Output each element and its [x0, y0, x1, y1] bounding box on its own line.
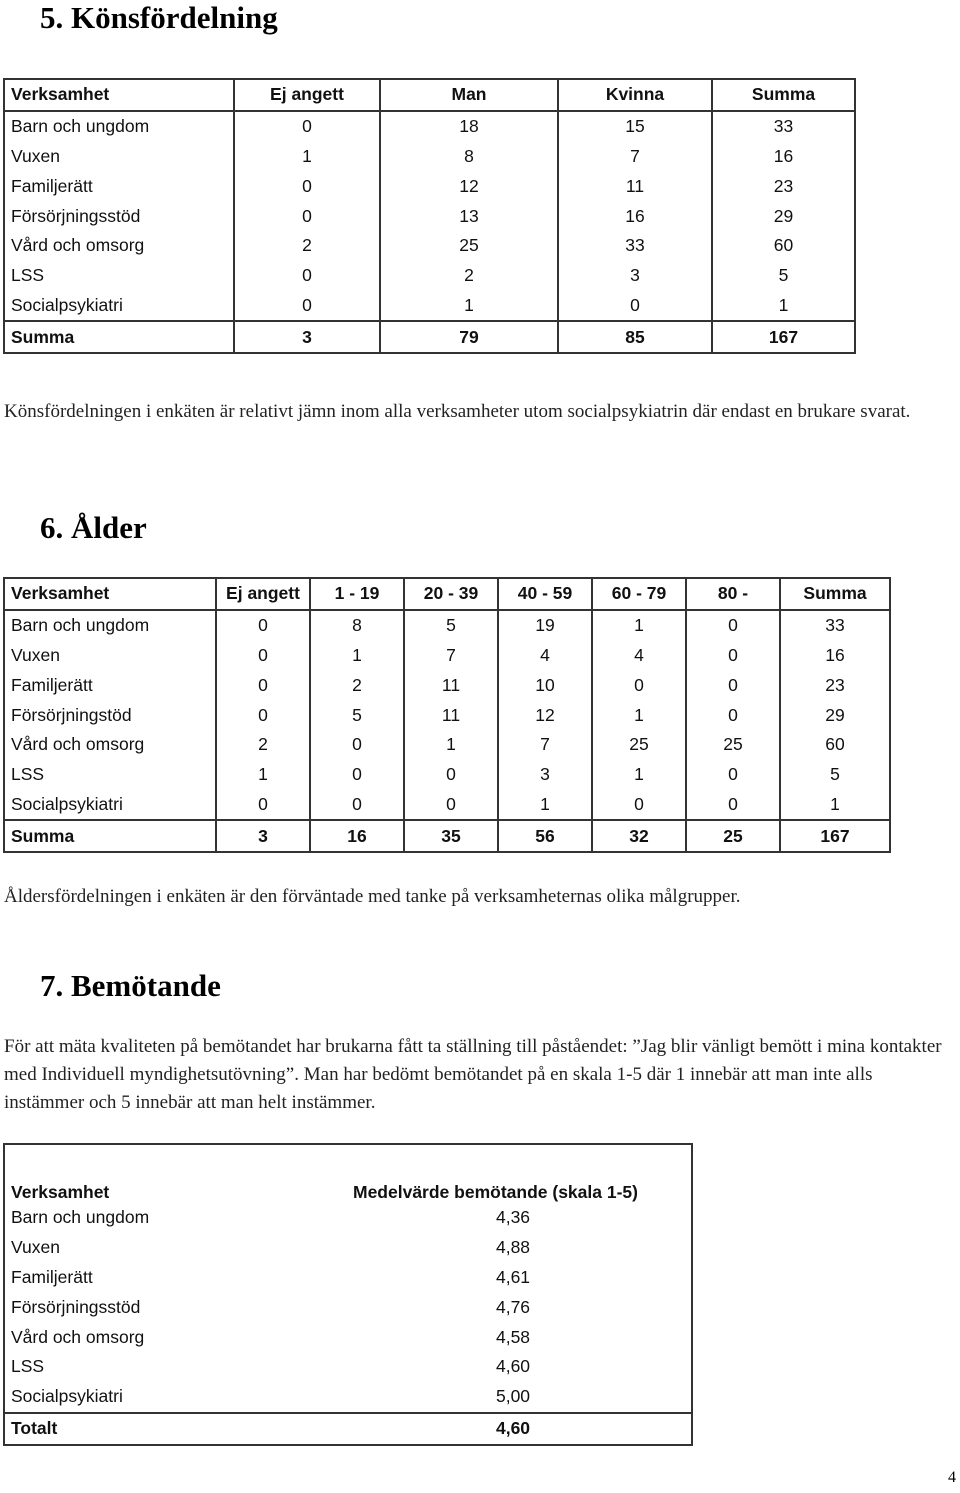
- column-header: Summa: [712, 79, 855, 111]
- table-cell: 0: [310, 790, 404, 821]
- table-cell: 0: [686, 670, 780, 700]
- total-cell: 16: [310, 820, 404, 852]
- total-cell: 167: [712, 321, 855, 353]
- gender-summary-text: Könsfördelningen i enkäten är relativt jämn inom alla verksamheter utom socialpsykiatrin där endast en brukare svarat.: [4, 401, 911, 422]
- table-cell: 60: [773, 235, 794, 256]
- row-label: Barn och ungdom: [4, 610, 216, 641]
- column-header: Summa: [780, 578, 890, 610]
- table-cell: 15: [558, 111, 712, 142]
- row-label: Familjerätt: [4, 171, 234, 201]
- section-6-title: 6. Ålder: [40, 510, 147, 545]
- table-cell: 1: [592, 610, 686, 641]
- total-cell: 25: [686, 820, 780, 852]
- total-label: Summa: [4, 820, 216, 852]
- column-header: 40 - 59: [498, 578, 592, 610]
- table-cell: 19: [498, 610, 592, 641]
- table-header-row: [4, 79, 855, 111]
- table-cell: 18: [380, 111, 558, 142]
- column-header: Verksamhet: [4, 79, 234, 111]
- table-cell: 7: [558, 142, 712, 172]
- table-cell: 33: [825, 615, 845, 636]
- table-cell: 0: [686, 760, 780, 790]
- total-row: [4, 1413, 692, 1445]
- table-cell: 25: [686, 730, 780, 760]
- table-cell: 11: [558, 171, 712, 201]
- table-cell: 2: [310, 670, 404, 700]
- table-cell: 0: [216, 610, 310, 641]
- total-row: [4, 820, 890, 852]
- total-cell: 85: [558, 321, 712, 353]
- row-label: Socialpsykiatri: [4, 790, 216, 821]
- column-header: Verksamhet: [4, 578, 216, 610]
- table-row: [4, 610, 890, 641]
- table-cell: 0: [592, 670, 686, 700]
- table-cell: 5: [310, 700, 404, 730]
- table-cell: 23: [773, 175, 794, 196]
- table-cell: 1: [380, 291, 558, 322]
- table-cell: 60: [825, 734, 845, 755]
- row-label: Vuxen: [4, 142, 234, 172]
- table-cell: 0: [216, 670, 310, 700]
- table-cell: 16: [773, 145, 794, 166]
- table-cell: 0: [216, 641, 310, 671]
- table-row: [4, 231, 855, 261]
- table-header-row: [4, 1144, 692, 1203]
- table-cell: 0: [404, 760, 498, 790]
- table-cell: 4,76: [495, 1296, 531, 1317]
- column-header: 1 - 19: [310, 578, 404, 610]
- row-label: LSS: [4, 760, 216, 790]
- table-cell: 3: [558, 261, 712, 291]
- total-cell: 79: [380, 321, 558, 353]
- table-cell: 0: [686, 641, 780, 671]
- table-cell: 4,60: [495, 1356, 531, 1377]
- row-label: Vuxen: [4, 641, 216, 671]
- table-cell: 12: [498, 700, 592, 730]
- table-cell: 23: [825, 674, 845, 695]
- table-cell: 4,36: [495, 1207, 531, 1228]
- row-label: LSS: [11, 1356, 45, 1377]
- table-header-row: [4, 578, 890, 610]
- table-cell: 1: [234, 142, 380, 172]
- total-cell: 32: [592, 820, 686, 852]
- table-cell: 4: [592, 641, 686, 671]
- age-summary-text: Åldersfördelningen i enkäten är den förväntade med tanke på verksamheternas olika målgrupper.: [4, 886, 741, 907]
- table-cell: 25: [380, 231, 558, 261]
- total-cell: 4,60: [335, 1413, 692, 1445]
- table-row: [4, 670, 890, 700]
- table-cell: 0: [234, 111, 380, 142]
- table-cell: 11: [404, 700, 498, 730]
- table-cell: 0: [686, 610, 780, 641]
- table-row: [4, 1263, 692, 1293]
- table-row: [4, 142, 855, 172]
- table-cell: 7: [404, 641, 498, 671]
- table-cell: 25: [592, 730, 686, 760]
- table-row: [4, 730, 890, 760]
- table-cell: 16: [825, 644, 845, 665]
- total-cell: 56: [498, 820, 592, 852]
- table-cell: 7: [498, 730, 592, 760]
- column-header: Ej angett: [216, 578, 310, 610]
- table-cell: 0: [234, 171, 380, 201]
- row-label: Försörjningstöd: [4, 700, 216, 730]
- treatment-intro-text: För att mäta kvaliteten på bemötandet har brukarna fått ta ställning till påståendet: ”Jag blir vänligt bemött i mina kontakter med Individuell myndighetsutövning”. Man har bedömt bemötandet på en skala 1-5 där 1 innebär att man inte alls instämmer och 5 innebär att man helt instämmer.: [4, 1036, 942, 1113]
- column-header: Ej angett: [234, 79, 380, 111]
- table-cell: 33: [558, 231, 712, 261]
- gender-table: [3, 78, 856, 354]
- table-cell: 5: [830, 764, 840, 785]
- table-cell: 5: [404, 610, 498, 641]
- column-header: Medelvärde bemötande (skala 1-5): [353, 1182, 638, 1202]
- row-label: LSS: [4, 261, 234, 291]
- table-cell: 0: [686, 700, 780, 730]
- table-cell: 0: [686, 790, 780, 821]
- table-row: [4, 1233, 692, 1263]
- row-label: Familjerätt: [11, 1266, 93, 1287]
- section-7-title: 7. Bemötande: [40, 968, 221, 1003]
- column-header: 60 - 79: [592, 578, 686, 610]
- table-cell: 0: [558, 291, 712, 322]
- table-row: [4, 760, 890, 790]
- column-header: Man: [380, 79, 558, 111]
- table-cell: 1: [404, 730, 498, 760]
- column-header: 80 -: [686, 578, 780, 610]
- total-cell: 3: [216, 820, 310, 852]
- table-cell: 1: [592, 760, 686, 790]
- table-cell: 0: [234, 291, 380, 322]
- row-label: Socialpsykiatri: [11, 1386, 123, 1407]
- row-label: Familjerätt: [4, 670, 216, 700]
- table-cell: 1: [592, 700, 686, 730]
- table-cell: 1: [216, 760, 310, 790]
- column-header: Kvinna: [558, 79, 712, 111]
- section-5-title: 5. Könsfördelning: [40, 0, 278, 35]
- table-cell: 13: [380, 201, 558, 231]
- table-cell: 2: [216, 730, 310, 760]
- table-row: [4, 291, 855, 322]
- table-cell: 4,88: [495, 1237, 531, 1258]
- table-row: [4, 261, 855, 291]
- page-number: 4: [948, 1469, 956, 1486]
- table-row: [4, 641, 890, 671]
- table-cell: 4,61: [495, 1266, 531, 1287]
- table-cell: 0: [216, 790, 310, 821]
- table-cell: 1: [310, 641, 404, 671]
- row-label: Barn och ungdom: [4, 111, 234, 142]
- table-cell: 0: [592, 790, 686, 821]
- table-cell: 33: [773, 116, 794, 137]
- table-cell: 2: [234, 231, 380, 261]
- table-cell: 11: [404, 670, 498, 700]
- total-row: [4, 321, 855, 353]
- table-row: [4, 1203, 692, 1233]
- row-label: Vuxen: [11, 1237, 60, 1258]
- table-row: [4, 1352, 692, 1382]
- table-row: [4, 790, 890, 821]
- column-header: 20 - 39: [404, 578, 498, 610]
- table-cell: 16: [558, 201, 712, 231]
- table-row: [4, 1322, 692, 1352]
- total-cell: 167: [780, 820, 890, 852]
- table-cell: 5,00: [495, 1386, 531, 1407]
- table-cell: 29: [825, 704, 845, 725]
- row-label: Vård och omsorg: [4, 231, 234, 261]
- row-label: Vård och omsorg: [11, 1326, 145, 1347]
- total-label: Totalt: [4, 1413, 335, 1445]
- table-cell: 8: [380, 142, 558, 172]
- column-header: Verksamhet: [11, 1182, 110, 1202]
- table-cell: 0: [404, 790, 498, 821]
- table-row: [4, 700, 890, 730]
- table-row: [4, 1382, 692, 1413]
- table-cell: 0: [310, 730, 404, 760]
- total-cell: 3: [234, 321, 380, 353]
- table-row: [4, 1292, 692, 1322]
- table-cell: 0: [310, 760, 404, 790]
- total-label: Summa: [4, 321, 234, 353]
- row-label: Försörjningsstöd: [11, 1296, 141, 1317]
- total-cell: 35: [404, 820, 498, 852]
- row-label: Vård och omsorg: [4, 730, 216, 760]
- table-cell: 3: [498, 760, 592, 790]
- table-row: [4, 111, 855, 142]
- table-cell: 0: [234, 201, 380, 231]
- row-label: Barn och ungdom: [11, 1207, 150, 1228]
- row-label: Socialpsykiatri: [4, 291, 234, 322]
- table-cell: 1: [830, 793, 840, 814]
- table-cell: 5: [778, 265, 789, 286]
- treatment-table: [3, 1143, 693, 1446]
- table-row: [4, 201, 855, 231]
- age-table: [3, 577, 891, 853]
- table-cell: 10: [498, 670, 592, 700]
- table-cell: 2: [380, 261, 558, 291]
- row-label: Försörjningsstöd: [4, 201, 234, 231]
- table-row: [4, 171, 855, 201]
- table-cell: 4,58: [495, 1326, 531, 1347]
- table-cell: 8: [310, 610, 404, 641]
- table-cell: 0: [216, 700, 310, 730]
- table-cell: 29: [773, 205, 794, 226]
- table-cell: 4: [498, 641, 592, 671]
- table-cell: 12: [380, 171, 558, 201]
- table-cell: 1: [778, 294, 789, 315]
- table-cell: 1: [498, 790, 592, 821]
- table-cell: 0: [234, 261, 380, 291]
